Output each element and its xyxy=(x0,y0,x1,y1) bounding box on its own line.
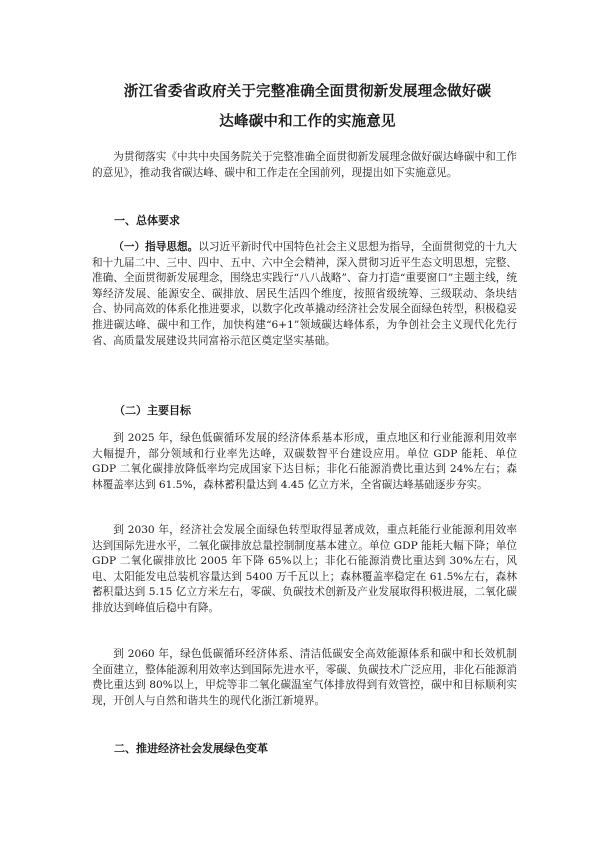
document-title-line-1: 浙江省委省政府关于完整准确全面贯彻新发展理念做好碳 xyxy=(123,83,492,100)
guiding-principle-paragraph xyxy=(92,240,517,349)
document-title-line-2: 达峰碳中和工作的实施意见 xyxy=(219,113,396,130)
guiding-principle-lead: （一）指导思想。 xyxy=(113,241,199,253)
goal-2025-paragraph: 到 2025 年，绿色低碳循环发展的经济体系基本形成，重点地区和行业能源利用效率大幅提升，部分领域和行业率先达峰，双碳数智平台建设应用。单位 GDP 能耗、单位 GDP 二氧化碳排放降低率均完成国家下达目标；非化石能源消费比重达到 24%左右；森林覆盖率达到 61.5%，森林蓄积量达到 4.45 亿立方米，全省碳达峰基础逐步夯实。 xyxy=(92,432,517,491)
intro-paragraph: 为贯彻落实《中共中央国务院关于完整准确全面贯彻新发展理念做好碳达峰碳中和工作的意见》，推动我省碳达峰、碳中和工作走在全国前列，现提出如下实施意见。 xyxy=(92,151,517,179)
guiding-principle-text: 以习近平新时代中国特色社会主义思想为指导，全面贯彻党的十九大和十九届二中、三中、四中、五中、六中全会精神，深入贯彻习近平生态文明思想，完整、准确、全面贯彻新发展理念，围绕忠实践行“八八战略”、奋力打造“重要窗口”主题主线，统筹经济发展、能源安全、碳排放、居民生活四个维度，按照省级统筹、三级联动、条块结合、协同高效的体系化推进要求，以数字化改革撬动经济社会发展全面绿色转型，积极稳妥推进碳达峰、碳中和工作，加快构建“6+1”领域碳达峰体系，为争创社会主义现代化先行省、高质量发展建设共同富裕示范区奠定坚实基础。 xyxy=(92,241,518,347)
section-heading-main-goals: （二）主要目标 xyxy=(114,404,191,417)
section-heading-green-transformation: 二、推进经济社会发展绿色变革 xyxy=(114,742,268,755)
goal-2030-paragraph: 到 2030 年，经济社会发展全面绿色转型取得显著成效，重点耗能行业能源利用效率达到国际先进水平，二氧化碳排放总量控制制度基本建立。单位 GDP 能耗大幅下降；单位 GDP 二氧化碳排放比 2005 年下降 65%以上；非化石能源消费比重达到 30%左右，风电、太阳能发电总装机容量达到 5400 万千瓦以上；森林覆盖率稳定在 61.5%左右，森林蓄积量达到 5.15 亿立方米左右，零碳、负碳技术创新及产业发展取得积极进展，二氧化碳排放达到峰值后稳中有降。 xyxy=(92,524,517,614)
section-heading-general-requirements: 一、总体要求 xyxy=(114,214,180,227)
goal-2060-paragraph: 到 2060 年，绿色低碳循环经济体系、清洁低碳安全高效能源体系和碳中和长效机制全面建立，整体能源利用效率达到国际先进水平，零碳、负碳技术广泛应用，非化石能源消费比重达到 80%以上，甲烷等非二氧化碳温室气体排放得到有效管控，碳中和目标顺利实现，开创人与自然和谐共生的现代化浙江新境界。 xyxy=(92,648,517,707)
